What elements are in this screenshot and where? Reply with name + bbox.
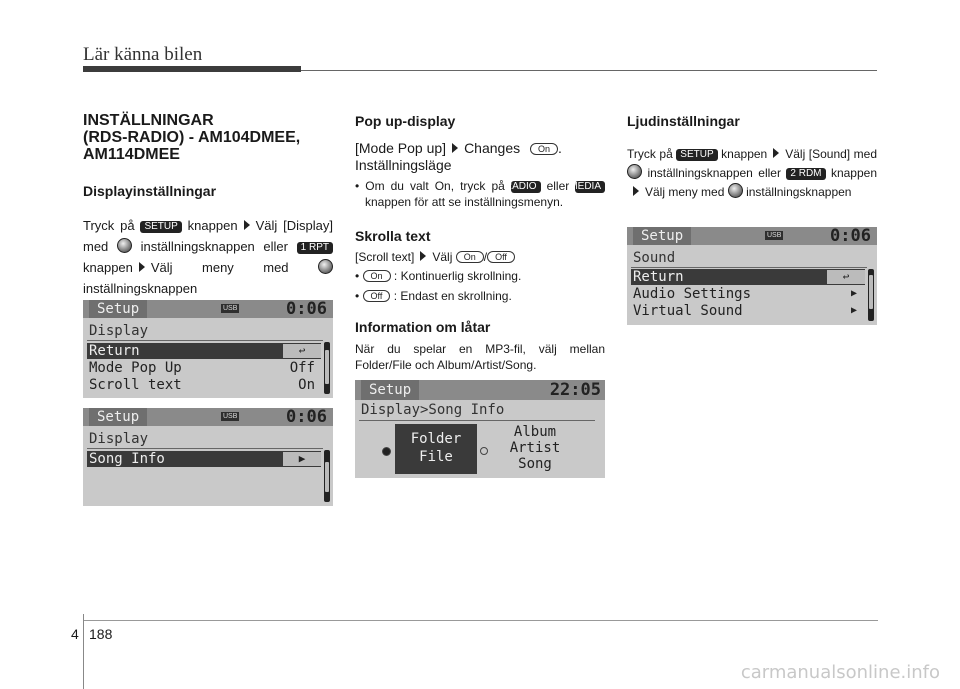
song-info-screen [355,380,605,478]
menu-item-virtual-sound[interactable]: Virtual Sound ▶ [633,303,857,319]
off-pill: Off [363,290,391,302]
column-2 [355,112,605,373]
knob-icon [117,238,132,253]
setup-badge: SETUP [140,221,181,233]
setup-display-song-info-screen [83,408,333,506]
radio-selected-icon[interactable] [382,447,391,456]
on-pill: On [530,143,558,155]
scroll-on-item: • On : Kontinuerlig skrollning. [355,269,522,283]
chapter-title: Lär känna bilen [83,44,203,65]
menu-item-mode-pop-up[interactable]: Mode Pop Up Off [89,360,315,376]
scroll-line: [Scroll text] Välj On / Off [355,248,605,266]
popup-line-2: Inställningsläge [355,157,452,173]
section-heading-3: AM114DMEE [83,146,180,163]
usb-badge: USB [223,305,238,312]
display-settings-text: Tryck på SETUP knappen Välj [Display] med inställningsknappen eller 1 RPT knappen Välj meny med inställningsknappen [83,218,333,296]
scroll-off-item: • Off : Endast en skrollning. [355,289,512,303]
menu-item-return[interactable]: Return ↩ [87,343,321,359]
sound-text: Tryck på SETUP knappen Välj [Sound] med inställningsknappen eller 2 RDM knappenVälj meny med inställningsknappen [627,147,877,199]
column-1 [83,112,333,299]
arrow-icon [139,262,145,272]
section-heading-2: (RDS-RADIO) - AM104DMEE, [83,129,301,146]
menu-item-song-info[interactable]: Song Info ▶ [87,451,321,467]
option-album-artist-song[interactable]: Album Artist Song [509,424,561,472]
menu-item-audio-settings[interactable]: Audio Settings ▶ [633,286,857,302]
arrow-right-icon: ▶ [850,305,857,316]
return-icon: ↩ [283,344,321,358]
arrow-icon [633,186,639,196]
screen-clock: 22:05 [549,380,601,400]
screen-clock: 0:06 [830,227,871,246]
rpt-badge: 1 RPT [297,242,333,254]
screen-title: Setup [361,380,419,400]
footer-separator [83,614,84,689]
popup-bullet: • Om du valt On, tryck på RADIO eller MEDIA knappen för att se inställningsmenyn. [355,178,605,210]
usb-badge: USB [767,232,782,239]
footer-rule [83,620,878,621]
arrow-icon [452,143,458,153]
menu-item-return[interactable]: Return ↩ [631,269,865,285]
arrow-right-icon: ▶ [283,452,321,466]
return-icon: ↩ [827,270,865,284]
usb-badge: USB [223,413,238,420]
sound-heading: Ljudinställningar [627,113,740,129]
popup-line: [Mode Pop up] Changes On . [355,140,562,156]
chapter-number: 4 [71,626,79,642]
screen-subtitle: Display [89,431,149,447]
knob-icon [318,259,333,274]
screen-subtitle: Display [89,323,149,339]
scrollbar[interactable] [868,269,874,321]
arrow-right-icon: ▶ [850,288,857,299]
radio-badge: RADIO [511,181,541,193]
watermark: carmanualsonline.info [740,662,940,683]
scrollbar[interactable] [324,450,330,502]
setup-badge: SETUP [676,149,717,161]
option-folder-file[interactable]: Folder File [395,424,477,474]
page-number: 188 [89,626,113,642]
screen-subtitle: Display>Song Info [361,402,505,418]
arrow-icon [420,251,426,261]
on-pill: On [456,251,484,263]
screen-title: Setup [89,300,147,318]
setup-display-screen [83,300,333,398]
screen-title: Setup [633,227,691,245]
radio-unselected-icon[interactable] [480,447,488,455]
info-heading: Information om låtar [355,319,491,335]
popup-heading: Pop up-display [355,113,456,129]
menu-item-scroll-text[interactable]: Scroll text On [89,377,315,393]
off-pill: Off [487,251,515,263]
arrow-icon [244,220,250,230]
header-rule-thin [301,70,877,71]
on-pill: On [363,270,391,282]
section-heading: INSTÄLLNINGAR [83,112,214,129]
setup-sound-screen [627,227,877,325]
knob-icon [728,183,743,198]
display-settings-heading: Displayinställningar [83,183,217,199]
info-text: När du spelar en MP3-fil, välj mellan Folder/File och Album/Artist/Song. [355,342,605,372]
arrow-icon [773,148,779,158]
media-badge: MEDIA [575,181,605,193]
screen-clock: 0:06 [286,300,327,319]
screen-clock: 0:06 [286,408,327,427]
header-rule-thick [83,66,301,72]
screen-subtitle: Sound [633,250,676,266]
scrollbar[interactable] [324,342,330,394]
rdm-badge: 2 RDM [786,168,825,180]
column-3 [627,112,877,202]
knob-icon [627,164,642,179]
scroll-heading: Skrolla text [355,228,431,244]
screen-title: Setup [89,408,147,426]
